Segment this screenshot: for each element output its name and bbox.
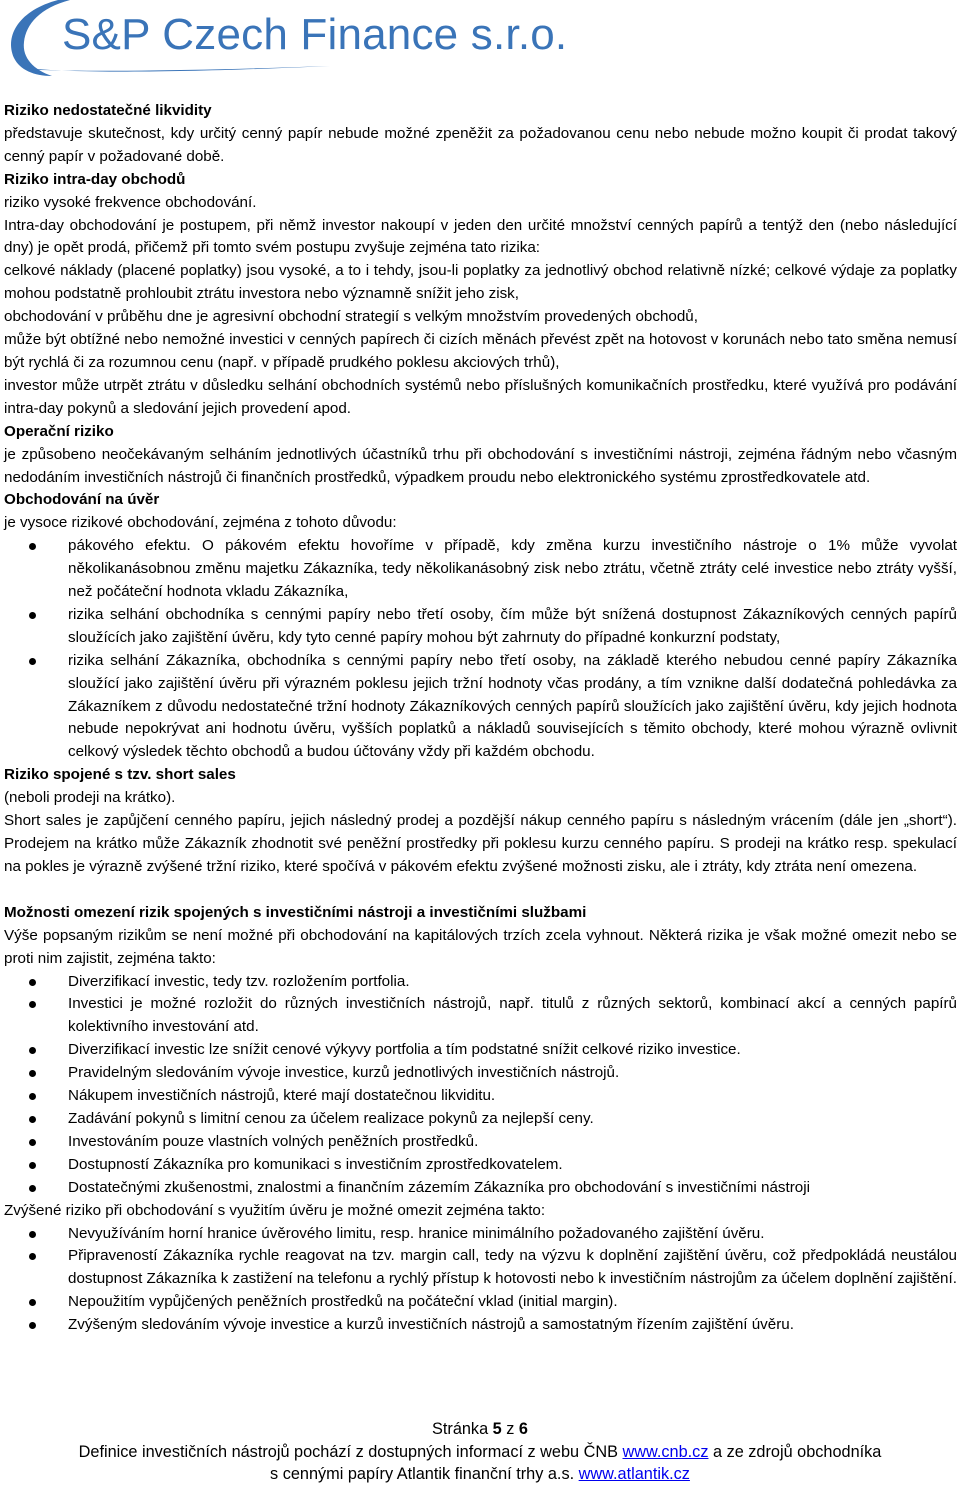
bullet-icon: [29, 979, 36, 986]
paragraph-intraday: riziko vysoké frekvence obchodování.: [4, 193, 257, 211]
paragraph-intraday: celkové náklady (placené poplatky) jsou vysoké, a to i tehdy, jsou-li poplatky za jednotlivý obchod relativně nízké; celkové výdaje za poplatky mohou podstatně prohloubit ztrátu investora nebo významně snížit jeho zisk,: [4, 262, 957, 303]
list-uver: [4, 535, 957, 764]
list-item: Dostatečnými zkušenostmi, znalostmi a finančním zázemím Zákazníka pro obchodování s investičními nástroji: [4, 1177, 957, 1200]
bullet-icon: [29, 1116, 36, 1123]
list-item: Pravidelným sledováním vývoje investice, kurzů jednotlivých investičních nástrojů.: [4, 1062, 957, 1085]
bullet-icon: [29, 1070, 36, 1077]
bullet-icon: [29, 1093, 36, 1100]
list-moznosti-uver: [4, 1223, 957, 1338]
heading-moznosti: Možnosti omezení rizik spojených s investičními nástroji a investičními službami: [4, 903, 587, 921]
spacer: [4, 879, 957, 902]
paragraph-moznosti-intro: Výše popsaným rizikům se není možné při obchodování na kapitálových trzích zcela vyhnout. Některá rizika je však možné omezit nebo se proti nim zajistit, zejména takto:: [4, 926, 957, 967]
list-item: Připraveností Zákazníka rychle reagovat na tzv. margin call, tedy na výzvu k doplnění zajištění úvěru, což předpokládá neustálou dostupnost Zákazníka k zastižení na telefonu a rychlý přístup k hotovosti nebo k investičním nástrojům za účelem doplnění zajištění.: [4, 1245, 957, 1291]
footer-source-text: Definice investičních nástrojů pochází z dostupných informací z webu ČNB: [78, 1442, 623, 1461]
list-item: Investováním pouze vlastních volných peněžních prostředků.: [4, 1131, 957, 1154]
list-item: pákového efektu. O pákovém efektu hovoříme v případě, kdy změna kurzu investičního nástroje o 1% může vyvolat několikanásobnou změnu majetku Zákazníka, tedy několikanásobný zisk nebo ztrátu, včetně ztráty celé investice nebo ztráty vyšší, než počáteční hodnota vkladu Zákazníka,: [4, 535, 957, 604]
bullet-icon: [29, 1139, 36, 1146]
link-cnb[interactable]: www.cnb.cz: [622, 1442, 709, 1461]
link-atlantik[interactable]: www.atlantik.cz: [578, 1465, 690, 1484]
company-logo: [0, 0, 960, 80]
paragraph-uver-intro: je vysoce rizikové obchodování, zejména z tohoto důvodu:: [4, 514, 397, 532]
list-item: Zadávání pokynů s limitní cenou za účelem realizace pokynů za nejlepší ceny.: [4, 1108, 957, 1131]
paragraph-likvidita: představuje skutečnost, kdy určitý cenný papír nebude možné zpeněžit za požadovanou cenu nebo nebude možno koupit či prodat takový cenný papír v požadované době.: [4, 124, 957, 165]
footer-source-suffix: a ze zdrojů obchodníka: [708, 1442, 882, 1461]
heading-uver: Obchodování na úvěr: [4, 491, 160, 509]
page-footer: [0, 1418, 960, 1486]
bullet-icon: [29, 1047, 36, 1054]
heading-operacni: Operační riziko: [4, 422, 114, 440]
list-item: Zvýšeným sledováním vývoje investice a kurzů investičních nástrojů a samostatným řízením zajištění úvěru.: [4, 1314, 957, 1337]
bullet-icon: [29, 543, 36, 550]
subheading-short: (neboli prodeji na krátko).: [4, 789, 176, 807]
bullet-icon: [29, 1162, 36, 1169]
list-item: Diverzifikací investic lze snížit cenové výkyvy portfolia a tím podstatné snížit celkové riziko investice.: [4, 1039, 957, 1062]
bullet-icon: [29, 1185, 36, 1192]
bullet-icon: [29, 1001, 36, 1008]
bullet-icon: [29, 1299, 36, 1306]
list-moznosti: [4, 971, 957, 1200]
paragraph-intraday: Intra-day obchodování je postupem, při němž investor nakoupí v jeden den určité množství cenných papírů a tentýž den (nebo následující dny) je opět prodá, přičemž při tomto svém postupu zvyšuje zejména tato rizika:: [4, 216, 957, 257]
list-item: rizika selhání obchodníka s cennými papíry nebo třetí osoby, čím může být snížená dostupnost Zákazníkových cenných papírů sloužících jako zajištění úvěru, kdy tyto cenné papíry mohou být zahrnuty do případné konkurzní podstaty,: [4, 604, 957, 650]
bullet-icon: [29, 1231, 36, 1238]
list-item: Diverzifikací investic, tedy tzv. rozložením portfolia.: [4, 971, 957, 994]
logo-text: S&P Czech Finance s.r.o.: [62, 10, 568, 59]
list-item: Dostupností Zákazníka pro komunikaci s investičním zprostředkovatelem.: [4, 1154, 957, 1177]
paragraph-intraday: investor může utrpět ztrátu v důsledku selhání obchodních systémů nebo příslušných komunikačních prostředku, které využívá pro podávání intra-day pokynů a sledování jejich provedení apod.: [4, 376, 957, 417]
list-item: rizika selhání Zákazníka, obchodníka s cennými papíry nebo třetí osoby, na základě kterého nebudou cenné papíry Zákazníka sloužící jako zajištění úvěru při výrazném poklesu jejich tržní hodnoty včas prodány, a tím vznikne další dodatečná pohledávka za Zákazníkem z důvodu nedostatečné tržní hodnoty Zákazníkových cenných papírů sloužících jako zajištění úvěru, kdy jejich hodnota nebude nepokrývat ani hodnotu úvěru, vyšších poplatků a nákladů souvisejících s těmito obchody, které mohou výrazně ovlivnit celkový výsledek těchto obchodů a budou účtovány vždy při každém obchodu.: [4, 650, 957, 765]
list-item: Investici je možné rozložit do různých investičních nástrojů, např. titulů z různých sektorů, kombinací akcí a cenných papírů kolektivního investování atd.: [4, 993, 957, 1039]
list-item: Nákupem investičních nástrojů, které mají dostatečnou likviditu.: [4, 1085, 957, 1108]
footer-source-text-2: s cennými papíry Atlantik finanční trhy a.s.: [270, 1465, 579, 1484]
bullet-icon: [29, 1322, 36, 1329]
paragraph-short: Short sales je zapůjčení cenného papíru, jejich následný prodej a pozdější nákup cenného papíru s následným vrácením (dále jen „short“). Prodejem na krátko může Zákazník zhodnotit své peněžní prostředky při poklesu kurzu cenného papíru. S prodeji na krátko resp. spekulací na pokles je výrazně zvýšené tržní riziko, které spočívá v pákovém efektu zvýšené možnosti zisku, ale i ztráty, kdy ztráta není omezena.: [4, 812, 957, 875]
bullet-icon: [29, 658, 36, 665]
list-item: Nevyužíváním horní hranice úvěrového limitu, resp. hranice minimálního požadovaného zajištění úvěru.: [4, 1223, 957, 1246]
heading-likvidita: Riziko nedostatečné likvidity: [4, 102, 212, 119]
list-item: Nepoužitím vypůjčených peněžních prostředků na počáteční vklad (initial margin).: [4, 1291, 957, 1314]
page-number: Stránka 5 z 6: [432, 1420, 528, 1438]
paragraph-intraday: může být obtížné nebo nemožné investici v cenných papírech či cizích měnách převést zpět na hotovost v korunách nebo tato směna nemusí být rychlá či za rozumnou cenu (např. v případě prudkého poklesu akciových trhů),: [4, 331, 957, 371]
paragraph-operacni: je způsobeno neočekávaným selháním jednotlivých účastníků trhu při obchodování s investičními nástroji, zejména řádným nebo včasným nedodáním investičních nástrojů či finančních prostředků, výpadkem proudu nebo elektronického systému zprostředkovatele atd.: [4, 445, 957, 486]
paragraph-intraday: obchodování v průběhu dne je agresivní obchodní strategií s velkým množstvím provedených obchodů,: [4, 308, 698, 326]
bullet-icon: [29, 1253, 36, 1260]
heading-short: Riziko spojené s tzv. short sales: [4, 766, 236, 784]
heading-intraday: Riziko intra-day obchodů: [4, 170, 186, 188]
bullet-icon: [29, 612, 36, 619]
paragraph-moznosti-intro2: Zvýšené riziko při obchodování s využitím úvěru je možné omezit zejména takto:: [4, 1201, 546, 1219]
document-body: [4, 100, 957, 1337]
